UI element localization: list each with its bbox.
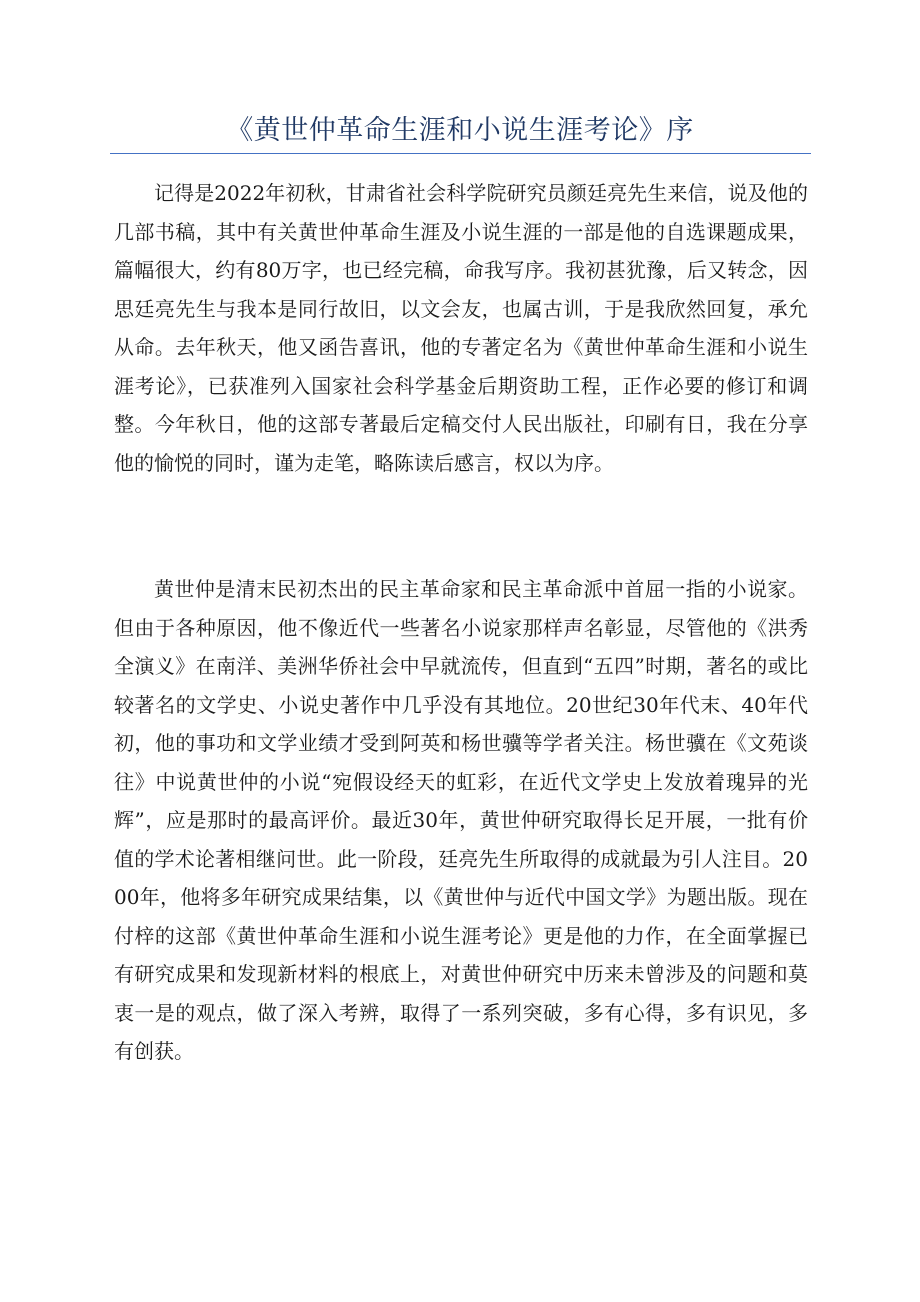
title-underline — [110, 153, 811, 154]
paragraph-2: 黄世仲是清末民初杰出的民主革命家和民主革命派中首屈一指的小说家。但由于各种原因，他不像近代一些著名小说家那样声名彰显，尽管他的《洪秀全演义》在南洋、美洲华侨社会中早就流传，但直到“五四”时期，著名的或比较著名的文学史、小说史著作中几乎没有其地位。20世纪30年代末、40年代初，他的事功和文学业绩才受到阿英和杨世骥等学者关注。杨世骥在《文苑谈往》中说黄世仲的小说“宛假设经天的虹彩，在近代文学史上发放着瑰异的光辉”，应是那时的最高评价。最近30年，黄世仲研究取得长足开展，一批有价值的学术论著相继问世。此一阶段，廷亮先生所取得的成就最为引人注目。2000年，他将多年研究成果结集，以《黄世仲与近代中国文学》为题出版。现在付梓的这部《黄世仲革命生涯和小说生涯考论》更是他的力作，在全面掌握已有研究成果和发现新材料的根底上，对黄世仲研究中历来未曾涉及的问题和莫衷一是的观点，做了深入考辨，取得了一系列突破，多有心得，多有识见，多有创获。 — [114, 577, 808, 1063]
page-title: 《黄世仲革命生涯和小说生涯考论》序 — [226, 115, 694, 146]
paragraph-1: 记得是2022年初秋，甘肃省社会科学院研究员颜廷亮先生来信，说及他的几部书稿，其中有关黄世仲革命生涯及小说生涯的一部是他的自选课题成果，篇幅很大，约有80万字，也已经完稿，命我写序。我初甚犹豫，后又转念，因思廷亮先生与我本是同行故旧，以文会友，也属古训，于是我欣然回复，承允从命。去年秋天，他又函告喜讯，他的专著定名为《黄世仲革命生涯和小说生涯考论》，已获准列入国家社会科学基金后期资助工程，正作必要的修订和调整。今年秋日，他的这部专著最后定稿交付人民出版社，印刷有日，我在分享他的愉悦的同时，谨为走笔，略陈读后感言，权以为序。 — [114, 181, 808, 475]
